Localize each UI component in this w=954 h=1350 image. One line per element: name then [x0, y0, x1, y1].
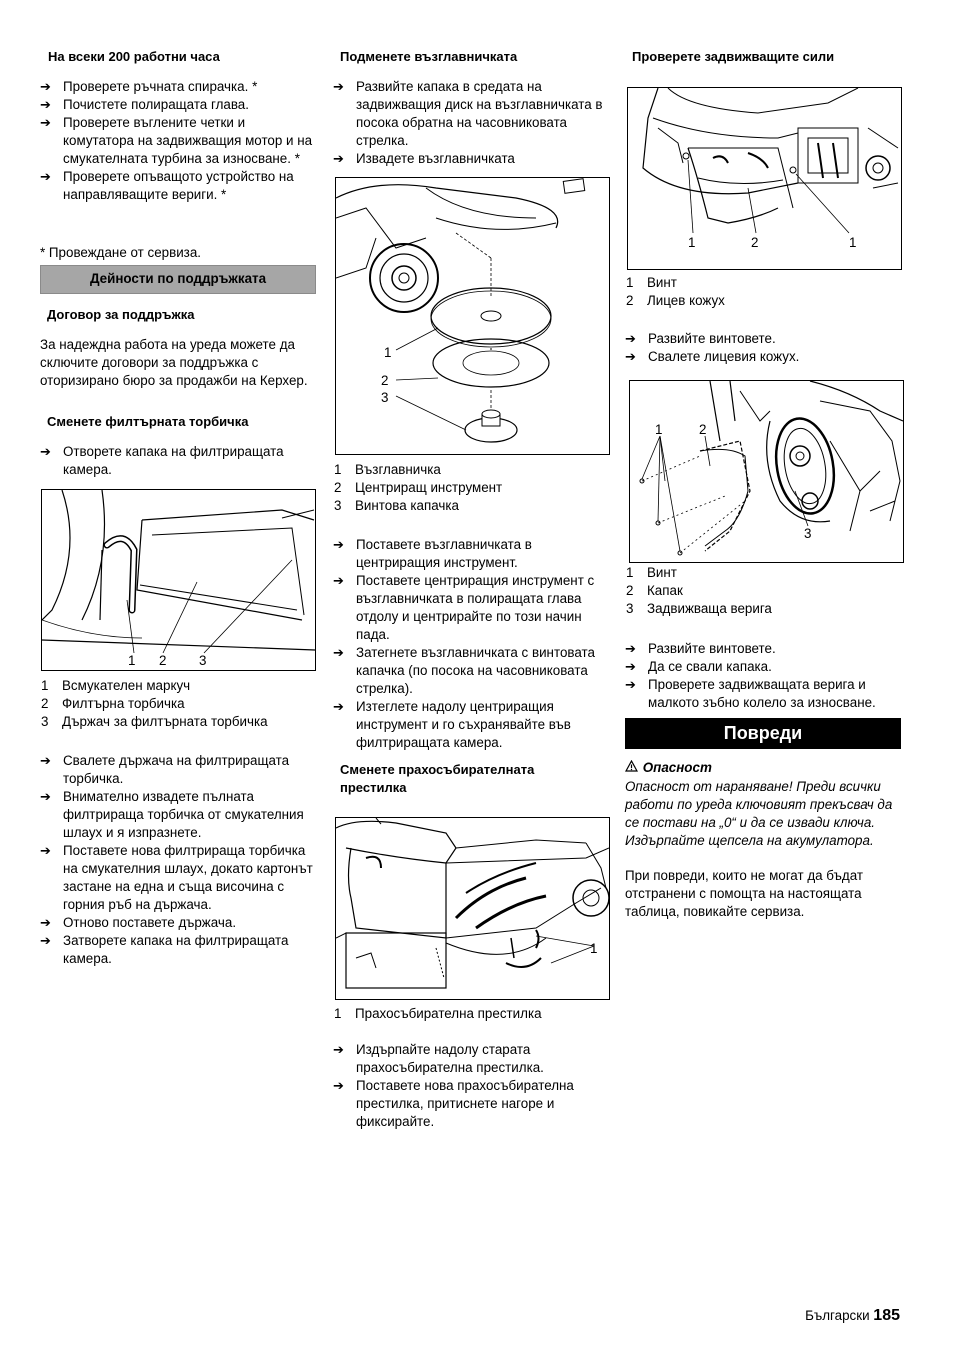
arrow-icon: ➔	[625, 641, 636, 656]
list-item: ➔ Отново поставете държача.	[40, 915, 237, 930]
heading-filter-bag: Сменете филтърната торбичка	[47, 414, 249, 429]
figure-label: 2	[381, 373, 389, 388]
pad-legend	[333, 461, 609, 515]
front-cover-steps	[625, 330, 901, 366]
figure-label: 2	[159, 653, 167, 668]
list-item: ➔ Свалете лицевия кожух.	[625, 349, 800, 364]
arrow-icon: ➔	[333, 79, 344, 94]
figure-label: 3	[804, 526, 812, 541]
legend-item: 1 Всмукателен маркуч	[41, 678, 191, 693]
list-item: ➔ Проверете ръчната спирачка. *	[40, 79, 258, 94]
list-item: ➔ Извадете възглавничката	[333, 151, 515, 166]
pad-steps-2	[333, 536, 609, 752]
figure-label: 1	[384, 345, 392, 360]
legend-item: 1 Винт	[626, 275, 677, 290]
front-cover-figure	[627, 87, 902, 270]
legend-item: 2 Центриращ инструмент	[334, 480, 503, 495]
list-item: ➔ Проверете задвижващата верига и малкото зъбно колело за износване.	[625, 677, 876, 710]
arrow-icon: ➔	[333, 699, 344, 714]
list-item: ➔ Развийте винтовете.	[625, 331, 776, 346]
arrow-icon: ➔	[40, 753, 51, 768]
arrow-icon: ➔	[333, 645, 344, 660]
arrow-icon: ➔	[40, 79, 51, 94]
arrow-icon: ➔	[625, 349, 636, 364]
drive-chain-steps	[625, 640, 901, 712]
front-cover-legend	[625, 274, 901, 310]
legend-item: 1 Възглавничка	[334, 462, 441, 477]
arrow-icon: ➔	[40, 169, 51, 184]
footer-language: Български	[805, 1308, 870, 1323]
danger-heading	[625, 759, 901, 777]
list-item: ➔ Внимателно извадете пълната филтрираща торбичка от смукателния шлаух и я изпразнете.	[40, 789, 304, 840]
legend-item: 2 Капак	[626, 583, 683, 598]
page-footer	[805, 1307, 900, 1325]
drive-chain-legend	[625, 564, 901, 618]
list-item: ➔ Затворете капака на филтриращата камера.	[40, 933, 289, 966]
heading-apron: Сменете прахосъбирателната престилка	[340, 762, 535, 795]
apron-legend	[333, 1005, 609, 1023]
figure-label: 1	[590, 941, 598, 956]
pad-figure	[335, 177, 610, 455]
arrow-icon: ➔	[333, 537, 344, 552]
warning-triangle-icon	[625, 759, 639, 777]
danger-text: Опасност от нараняване! Преди всички работи по уреда ключовият прекъсвач да се постави на „0“ и да се извади ключа. Издърпайте щепсела на акумулатора.	[625, 779, 893, 848]
figure-label: 2	[699, 422, 707, 437]
page-number: 185	[873, 1307, 900, 1324]
figure-label: 1	[688, 235, 696, 250]
drive-chain-figure	[629, 380, 904, 563]
heading-pad: Подменете възглавничката	[340, 49, 518, 64]
figure-label: 1	[849, 235, 857, 250]
filter-bag-figure	[41, 489, 316, 671]
list-200-hours	[40, 78, 316, 204]
list-item: ➔ Затегнете възглавничката с винтовата капачка (по посока на часовниковата стрелка).	[333, 645, 595, 696]
legend-item: 1 Прахосъбирателна престилка	[334, 1006, 542, 1021]
arrow-icon: ➔	[40, 115, 51, 130]
legend-item: 1 Винт	[626, 565, 677, 580]
filter-steps	[40, 752, 316, 968]
list-item: ➔ Отворете капака на филтриращата камера.	[40, 444, 284, 477]
heading-200-hours: На всеки 200 работни часа	[48, 49, 220, 64]
apron-steps	[333, 1041, 609, 1131]
arrow-icon: ➔	[625, 677, 636, 692]
figure-label: 3	[199, 653, 207, 668]
list-item: ➔ Поставете нова прахосъбирателна престилка, притиснете нагоре и фиксирайте.	[333, 1078, 574, 1129]
list-item: ➔ Поставете възглавничката в центриращия инструмент.	[333, 537, 532, 570]
arrow-icon: ➔	[40, 843, 51, 858]
list-item: ➔ Да се свали капака.	[625, 659, 772, 674]
list-item: ➔ Изтеглете надолу центриращия инструмент и го съхранявайте във филтриращата камера.	[333, 699, 571, 750]
arrow-icon: ➔	[333, 573, 344, 588]
danger-title: Опасност	[642, 760, 712, 775]
figure-label: 3	[381, 390, 389, 405]
arrow-icon: ➔	[40, 97, 51, 112]
heading-contract: Договор за поддръжка	[47, 307, 195, 322]
service-note: * Провеждане от сервиза.	[40, 245, 201, 260]
legend-item: 2 Лицев кожух	[626, 293, 725, 308]
faults-text: При повреди, които не могат да бъдат отстранени с помощта на настоящата таблица, повикайте сервиза.	[625, 868, 863, 919]
list-item: ➔ Почистете полиращата глава.	[40, 97, 249, 112]
arrow-icon: ➔	[40, 933, 51, 948]
arrow-icon: ➔	[40, 915, 51, 930]
maintenance-section-bar: Дейности по поддръжката	[40, 265, 316, 294]
list-item: ➔ Проверете въглените четки и комутатора на задвижващия мотор и на смукателната турбина за износване. *	[40, 115, 313, 166]
figure-label: 2	[751, 235, 759, 250]
list-item: ➔ Развийте капака в средата на задвижващия диск на възглавничката в посока обратна на часовниковата стрелка.	[333, 79, 603, 148]
figure-label: 1	[128, 653, 136, 668]
list-item: ➔ Поставете центриращия инструмент с възглавничката в полиращата глава отдолу и центрирайте по този начин пада.	[333, 573, 595, 642]
faults-section-bar: Повреди	[625, 718, 901, 749]
filter-legend	[40, 677, 316, 731]
arrow-icon: ➔	[40, 444, 51, 459]
arrow-icon: ➔	[625, 331, 636, 346]
list-item: ➔ Развийте винтовете.	[625, 641, 776, 656]
contract-paragraph: За надеждна работа на уреда можете да сключите договори за поддръжка с оторизирано бюро за продажби на Керхер.	[40, 337, 308, 388]
pad-steps	[333, 78, 609, 168]
list-item: ➔ Поставете нова филтрираща торбичка на смукателния шлаух, докато картонът застане на една и съща височина с горния ръб на държача.	[40, 843, 313, 912]
list-item: ➔ Издърпайте надолу старата прахосъбирателна престилка.	[333, 1042, 544, 1075]
arrow-icon: ➔	[333, 1078, 344, 1093]
legend-item: 2 Филтърна торбичка	[41, 696, 185, 711]
arrow-icon: ➔	[333, 151, 344, 166]
heading-drive: Проверете задвижващите сили	[632, 49, 835, 64]
list-item: ➔ Проверете опъващото устройство на направляващите вериги. *	[40, 169, 294, 202]
legend-item: 3 Винтова капачка	[334, 498, 459, 513]
legend-item: 3 Задвижваща верига	[626, 601, 772, 616]
filter-first-step	[40, 443, 316, 479]
apron-figure	[335, 817, 610, 1000]
figure-label: 1	[655, 422, 663, 437]
legend-item: 3 Държач за филтърната торбичка	[41, 714, 268, 729]
arrow-icon: ➔	[40, 789, 51, 804]
arrow-icon: ➔	[333, 1042, 344, 1057]
list-item: ➔ Свалете държача на филтриращата торбичка.	[40, 753, 290, 786]
arrow-icon: ➔	[625, 659, 636, 674]
